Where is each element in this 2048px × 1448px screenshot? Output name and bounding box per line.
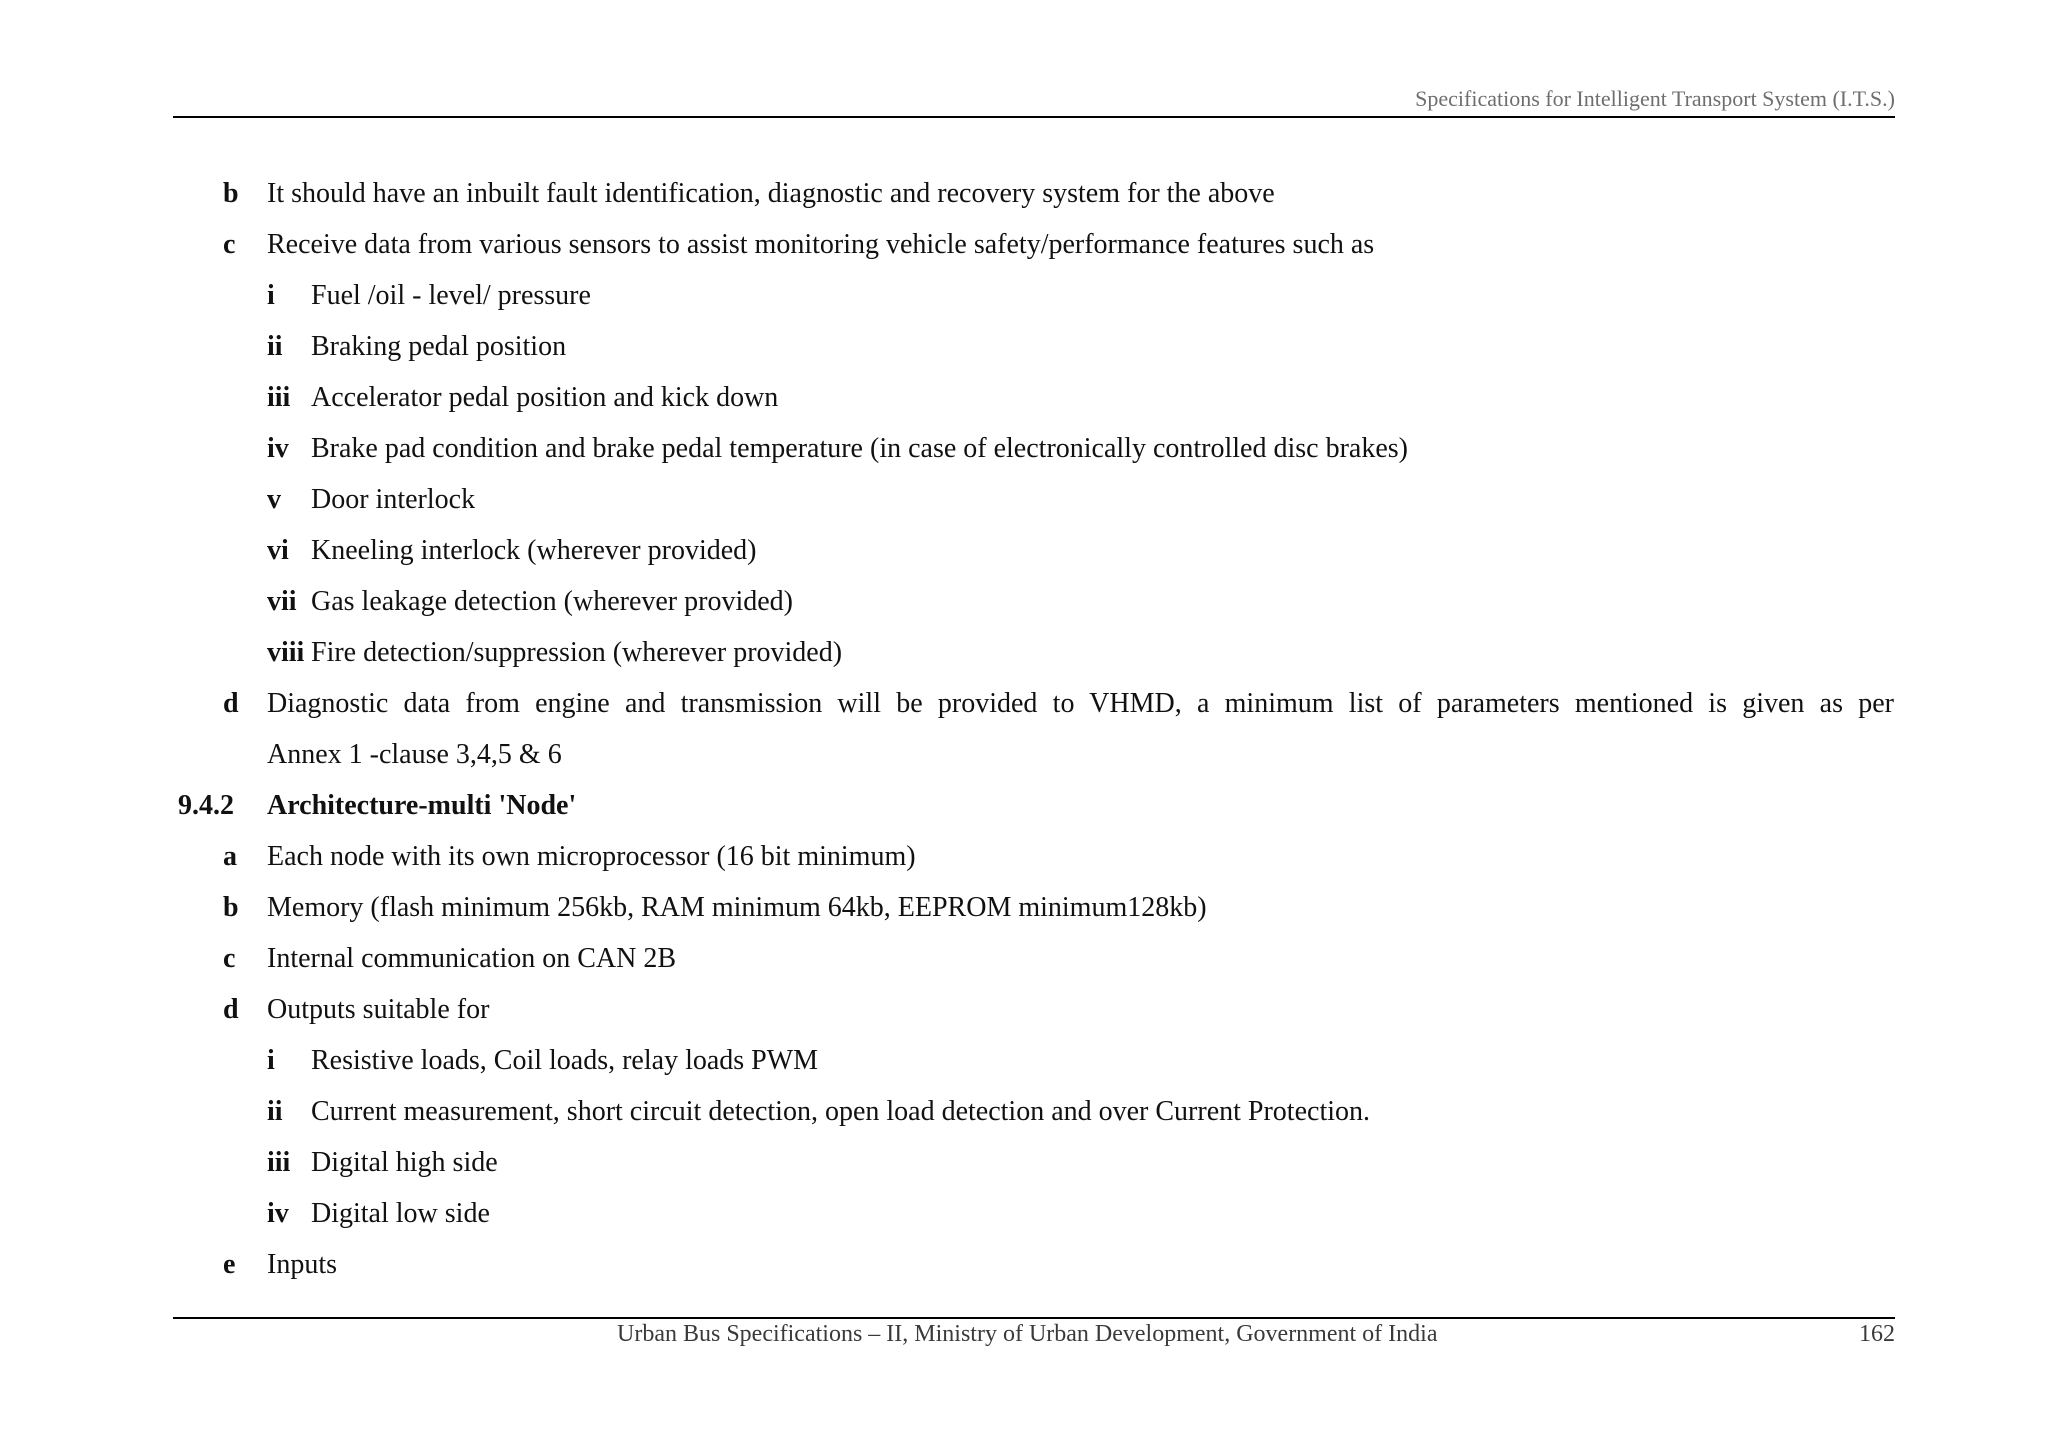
list-text: Diagnostic data from engine and transmission will be provided to VHMD, a minimum list of parameters mentioned is given as per xyxy=(267,688,1894,719)
list-marker: e xyxy=(223,1249,236,1280)
list-text: Inputs xyxy=(267,1249,337,1280)
list-text: Outputs suitable for xyxy=(267,994,490,1025)
list-text: Fuel /oil - level/ pressure xyxy=(311,280,591,311)
list-marker: b xyxy=(223,892,239,923)
list-text: Digital high side xyxy=(311,1147,498,1178)
sub-list-item xyxy=(0,1142,2048,1193)
sub-list-item xyxy=(0,632,2048,683)
list-text: Brake pad condition and brake pedal temperature (in case of electronically controlled disc brakes) xyxy=(311,433,1408,464)
sub-list-item xyxy=(0,530,2048,581)
list-item xyxy=(0,938,2048,989)
sub-list-item xyxy=(0,479,2048,530)
list-marker: i xyxy=(267,1045,275,1076)
list-text: Annex 1 -clause 3,4,5 & 6 xyxy=(267,739,562,770)
list-text: Memory (flash minimum 256kb, RAM minimum 64kb, EEPROM minimum128kb) xyxy=(267,892,1207,923)
sub-list-item xyxy=(0,581,2048,632)
sub-list-item xyxy=(0,377,2048,428)
sub-list-item xyxy=(0,1091,2048,1142)
list-item-continuation xyxy=(0,734,2048,785)
sub-list-item xyxy=(0,1040,2048,1091)
list-text: Gas leakage detection (wherever provided) xyxy=(311,586,793,617)
list-item xyxy=(0,224,2048,275)
section-heading xyxy=(0,785,2048,836)
list-marker: d xyxy=(223,688,239,719)
list-text: Fire detection/suppression (wherever provided) xyxy=(311,637,843,668)
list-text: Internal communication on CAN 2B xyxy=(267,943,677,974)
list-text: Digital low side xyxy=(311,1198,490,1229)
list-marker: c xyxy=(223,229,236,260)
list-text: It should have an inbuilt fault identification, diagnostic and recovery system for the above xyxy=(267,178,1275,209)
list-text: Braking pedal position xyxy=(311,331,567,362)
list-marker: ii xyxy=(267,331,283,362)
header-title: Specifications for Intelligent Transport System (I.T.S.) xyxy=(1415,86,1895,111)
list-marker: v xyxy=(267,484,281,515)
section-number: 9.4.2 xyxy=(178,790,234,821)
list-text: Door interlock xyxy=(311,484,476,515)
footer-rule xyxy=(173,1317,1895,1319)
list-marker: iii xyxy=(267,382,291,413)
sub-list-item xyxy=(0,326,2048,377)
list-marker: ii xyxy=(267,1096,283,1127)
list-item xyxy=(0,1244,2048,1295)
footer-text: Urban Bus Specifications – II, Ministry of Urban Development, Government of India xyxy=(617,1321,1438,1347)
list-text: Kneeling interlock (wherever provided) xyxy=(311,535,757,566)
list-marker: iv xyxy=(267,1198,289,1229)
list-marker: i xyxy=(267,280,275,311)
list-text: Receive data from various sensors to assist monitoring vehicle safety/performance features such as xyxy=(267,229,1375,260)
section-title: Architecture-multi 'Node' xyxy=(267,790,577,821)
list-marker: viii xyxy=(267,637,305,668)
sub-list-item xyxy=(0,275,2048,326)
page-number: 162 xyxy=(1859,1321,1895,1347)
list-item xyxy=(0,836,2048,887)
list-text: Current measurement, short circuit detection, open load detection and over Current Protection. xyxy=(311,1096,1370,1127)
list-marker: vi xyxy=(267,535,289,566)
header-rule xyxy=(173,116,1895,118)
list-marker: iii xyxy=(267,1147,291,1178)
list-marker: vii xyxy=(267,586,297,617)
list-marker: c xyxy=(223,943,236,974)
list-item xyxy=(0,887,2048,938)
list-marker: a xyxy=(223,841,237,872)
list-marker: d xyxy=(223,994,239,1025)
list-marker: iv xyxy=(267,433,289,464)
list-text: Resistive loads, Coil loads, relay loads PWM xyxy=(311,1045,819,1076)
document-body xyxy=(0,173,2048,1295)
list-item xyxy=(0,989,2048,1040)
list-text: Each node with its own microprocessor (16 bit minimum) xyxy=(267,841,916,872)
list-marker: b xyxy=(223,178,239,209)
list-text: Accelerator pedal position and kick down xyxy=(311,382,779,413)
sub-list-item xyxy=(0,1193,2048,1244)
list-item xyxy=(0,173,2048,224)
list-item xyxy=(0,683,2048,734)
sub-list-item xyxy=(0,428,2048,479)
